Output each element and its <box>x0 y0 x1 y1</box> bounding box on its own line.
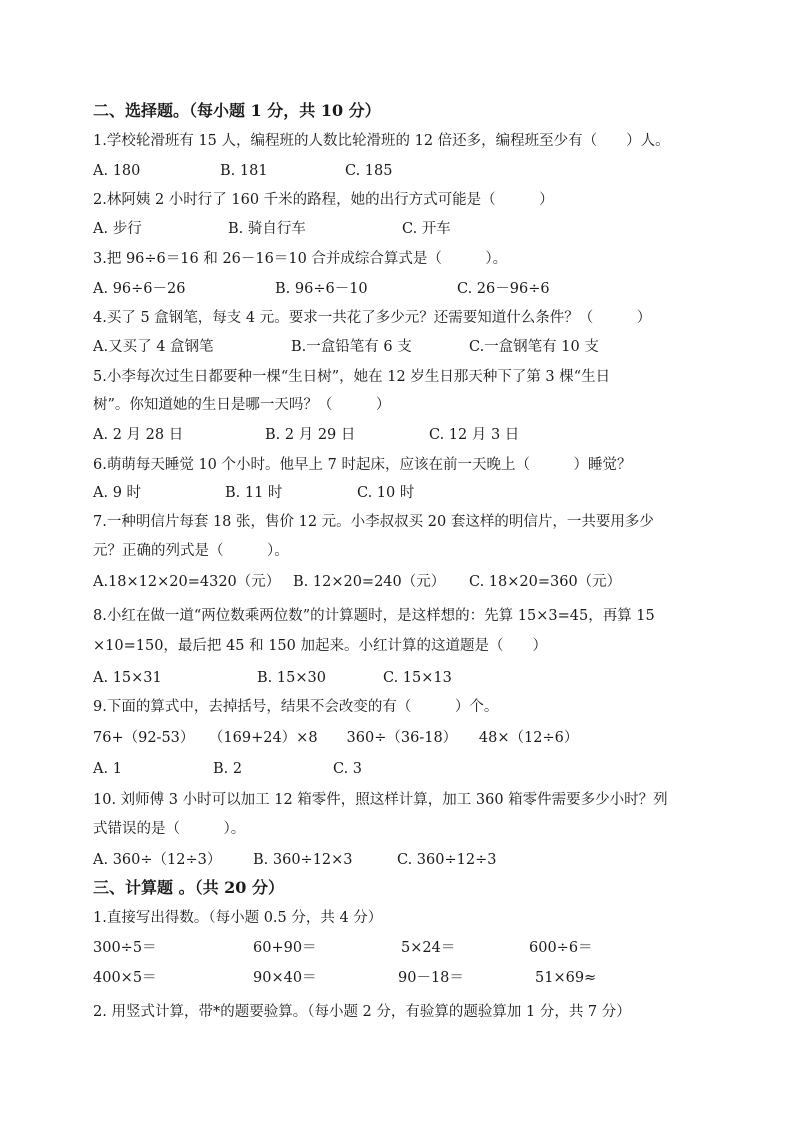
question-5-option-c[interactable]: C. 12 月 3 日 <box>429 427 520 443</box>
question-10-option-a[interactable]: A. 360÷（12÷3） <box>93 852 222 868</box>
question-1-text: 1.学校轮滑班有 15 人，编程班的人数比轮滑班的 12 倍还多，编程班至少有（ ）人。 <box>93 133 670 149</box>
question-10-text-line-1: 10. 刘师傅 3 小时可以加工 12 箱零件，照这样计算，加工 360 箱零件需要多少小时？列 <box>93 792 668 808</box>
question-2-option-b[interactable]: B. 骑自行车 <box>228 221 306 237</box>
calc-item-6: 90×40＝ <box>253 970 317 986</box>
question-9-option-c[interactable]: C. 3 <box>333 761 363 777</box>
calc-question-2-title: 2. 用竖式计算，带*的题要验算。（每小题 2 分，有验算的题验算加 1 分，共 7 分） <box>93 1004 631 1020</box>
question-7-option-c[interactable]: C. 18×20=360（元） <box>469 574 622 590</box>
question-7-text-line-2: 元？正确的列式是（ ）。 <box>93 543 289 559</box>
calc-item-2: 60+90＝ <box>253 940 317 956</box>
question-9-option-a[interactable]: A. 1 <box>93 761 122 777</box>
question-7-option-a[interactable]: A.18×12×20=4320（元） <box>93 574 281 590</box>
question-3-option-a[interactable]: A. 96÷6－26 <box>93 281 186 297</box>
section-2-heading: 二、选择题。（每小题 1 分，共 10 分） <box>93 101 381 120</box>
question-1-option-b[interactable]: B. 181 <box>220 163 268 179</box>
question-8-text-line-1: 8.小红在做一道“两位数乘两位数”的计算题时，是这样想的：先算 15×3=45，再算 15 <box>93 608 655 624</box>
question-7-option-b[interactable]: B. 12×20=240（元） <box>293 574 446 590</box>
question-3-text: 3.把 96÷6＝16 和 26－16＝10 合并成综合算式是（ ）。 <box>93 251 508 267</box>
question-5-text-line-1: 5.小李每次过生日都要种一棵“生日树”，她在 12 岁生日那天种下了第 3 棵“生日 <box>93 369 611 385</box>
question-1-option-c[interactable]: C. 185 <box>345 163 393 179</box>
question-4-text: 4.买了 5 盒钢笔，每支 4 元。要求一共花了多少元？还需要知道什么条件？（ ） <box>93 310 652 326</box>
question-10-text-line-2: 式错误的是（ ）。 <box>93 821 246 837</box>
question-10-option-b[interactable]: B. 360÷12×3 <box>253 852 353 868</box>
question-6-option-b[interactable]: B. 11 时 <box>225 485 283 501</box>
calc-question-1-title: 1.直接写出得数。（每小题 0.5 分，共 4 分） <box>93 910 383 926</box>
question-8-option-a[interactable]: A. 15×31 <box>93 670 162 686</box>
question-5-option-a[interactable]: A. 2 月 28 日 <box>93 427 184 443</box>
calc-item-4: 600÷6＝ <box>529 940 593 956</box>
question-3-option-c[interactable]: C. 26－96÷6 <box>457 281 550 297</box>
question-2-text: 2.林阿姨 2 小时行了 160 千米的路程，她的出行方式可能是（ ） <box>93 192 554 208</box>
question-9-expressions: 76+（92-53） （169+24）×8 360÷（36-18） 48×（12÷6） <box>93 730 579 746</box>
question-5-text-line-2: 树”。你知道她的生日是哪一天吗？（ ） <box>93 397 391 413</box>
question-1-option-a[interactable]: A. 180 <box>93 163 141 179</box>
calc-item-7: 90－18＝ <box>398 970 464 986</box>
question-6-text: 6.萌萌每天睡觉 10 个小时。他早上 7 时起床，应该在前一天晚上（ ）睡觉？ <box>93 457 632 473</box>
question-9-option-b[interactable]: B. 2 <box>213 761 243 777</box>
question-5-option-b[interactable]: B. 2 月 29 日 <box>265 427 356 443</box>
question-3-option-b[interactable]: B. 96÷6－10 <box>275 281 368 297</box>
question-9-text: 9.下面的算式中，去掉括号，结果不会改变的有（ ）个。 <box>93 699 499 715</box>
question-8-option-c[interactable]: C. 15×13 <box>383 670 452 686</box>
question-6-option-c[interactable]: C. 10 时 <box>357 485 415 501</box>
calc-item-3: 5×24＝ <box>401 940 456 956</box>
section-3-heading: 三、计算题 。（共 20 分） <box>93 878 284 897</box>
question-6-option-a[interactable]: A. 9 时 <box>93 485 142 501</box>
question-2-option-a[interactable]: A. 步行 <box>93 221 142 237</box>
question-2-option-c[interactable]: C. 开车 <box>402 221 451 237</box>
question-10-option-c[interactable]: C. 360÷12÷3 <box>397 852 497 868</box>
calc-item-5: 400×5＝ <box>93 970 157 986</box>
question-7-text-line-1: 7.一种明信片每套 18 张，售价 12 元。小李叔叔买 20 套这样的明信片，一共要用多少 <box>93 514 654 530</box>
calc-item-1: 300÷5＝ <box>93 940 157 956</box>
question-4-option-c[interactable]: C.一盒钢笔有 10 支 <box>469 339 599 355</box>
question-4-option-b[interactable]: B.一盒铅笔有 6 支 <box>291 339 412 355</box>
question-8-text-line-2: ×10=150，最后把 45 和 150 加起来。小红计算的这道题是（ ） <box>93 638 547 654</box>
question-8-option-b[interactable]: B. 15×30 <box>257 670 326 686</box>
question-4-option-a[interactable]: A.又买了 4 盒钢笔 <box>93 339 214 355</box>
calc-item-8: 51×69≈ <box>535 970 597 986</box>
